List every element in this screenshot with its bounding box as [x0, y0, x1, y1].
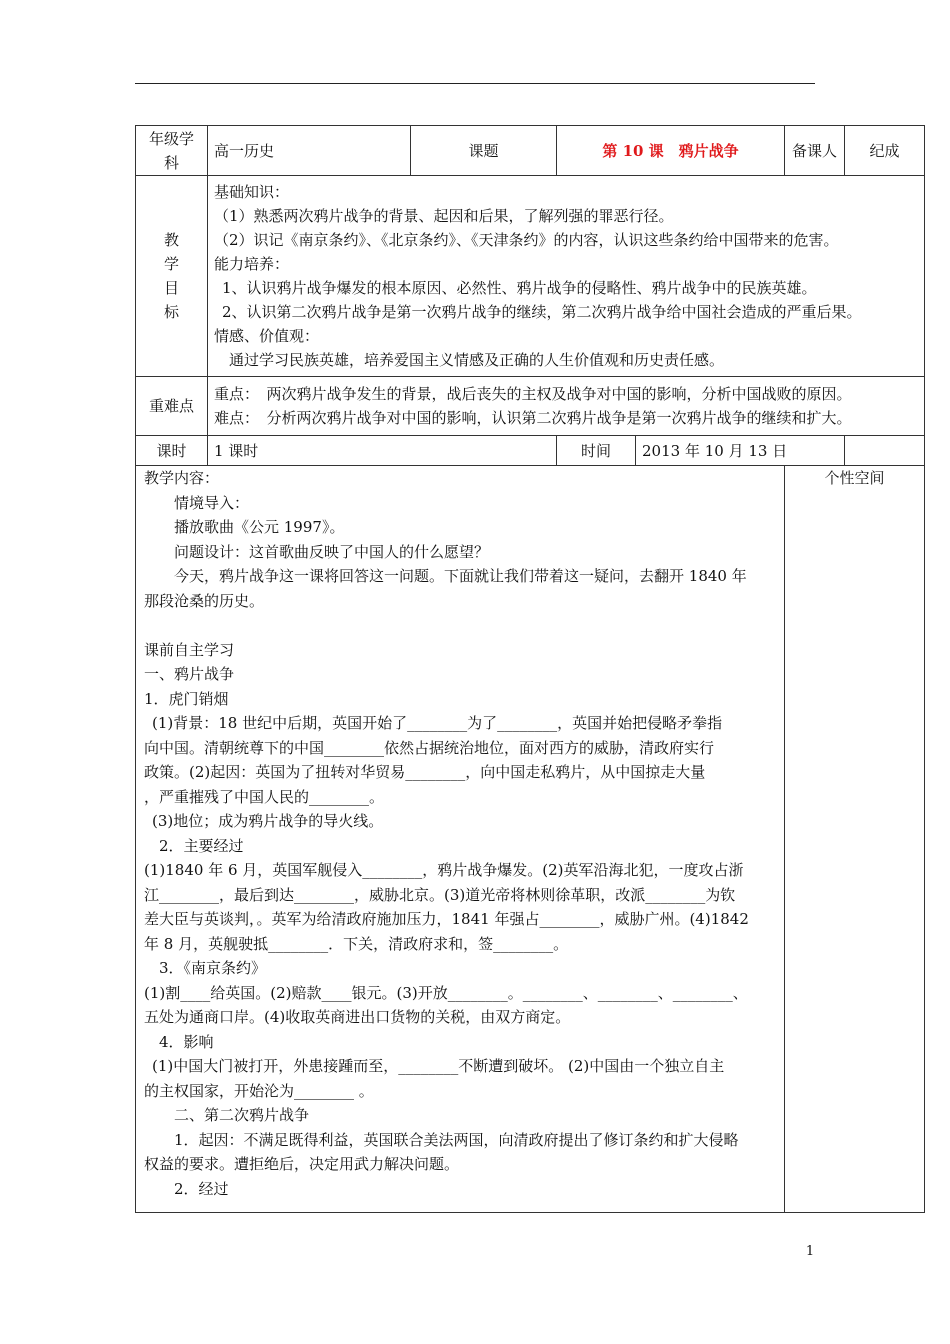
content-line: 的主权国家，开始沦为________ 。	[144, 1081, 374, 1100]
objective-line: 基础知识：	[214, 183, 290, 201]
content-line: 1．虎门销烟	[144, 689, 229, 708]
key-point-line: 重点： 两次鸦片战争发生的背景，战后丧失的主权及战争对中国的影响，分析中国战败的原因。	[214, 385, 852, 403]
content-line: 教学内容：	[144, 469, 220, 487]
content-line: 五处为通商口岸。(4)收取英商进出口货物的关税，由双方商定。	[144, 1008, 571, 1026]
difficulty-line: 难点： 分析两次鸦片战争对中国的影响，认识第二次鸦片战争是第一次鸦片战争的继续和扩大。	[214, 409, 852, 427]
content-line: 江________，最后到达________，威胁北京。(3)道光帝将林则徐革职，改派________为钦	[144, 885, 736, 904]
content-line: 播放歌曲《公元 1997》。	[174, 518, 345, 536]
content-line: 问题设计：这首歌曲反映了中国人的什么愿望？	[174, 542, 490, 561]
key-points-label: 重难点	[136, 377, 208, 436]
lesson-title: 第 10 课 鸦片战争	[557, 126, 785, 176]
content-line: 3．《南京条约》	[159, 959, 267, 977]
hours-value: 1 课时	[208, 436, 557, 466]
content-line: (1)1840 年 6 月，英国军舰侵入________，鸦片战争爆发。(2)英军沿海北犯，一度攻占浙	[144, 861, 744, 879]
time-label: 时间	[557, 436, 636, 466]
content-line: 课前自主学习	[144, 640, 235, 659]
objective-line: （2）识记《南京条约》、《北京条约》、《天津条约》的内容，认识这些条约给中国带来的危害。	[214, 231, 839, 249]
content-line	[144, 613, 776, 638]
schedule-empty-cell	[845, 436, 925, 466]
content-line: ，严重摧残了中国人民的________。	[144, 787, 385, 806]
teaching-content	[136, 466, 785, 1213]
content-line: (1)背景：18 世纪中后期，英国开始了________为了________，英国并始把侵略矛拳指	[152, 714, 723, 732]
time-value: 2013 年 10 月 13 日	[636, 436, 845, 466]
content-row	[136, 466, 925, 1213]
content-line: 那段沧桑的历史。	[144, 591, 265, 610]
objective-line: 能力培养：	[214, 255, 290, 273]
hours-label: 课时	[136, 436, 208, 466]
lesson-plan-table	[135, 125, 925, 1213]
grade-subject-value: 高一历史	[208, 126, 411, 176]
content-line: 2．经过	[174, 1179, 229, 1198]
content-line: (3)地位；成为鸦片战争的导火线。	[152, 812, 384, 830]
content-line: (1)中国大门被打开，外患接踵而至，________不断遭到破坏。 (2)中国由一个独立自主	[152, 1057, 725, 1075]
topic-label: 课题	[411, 126, 557, 176]
content-line: 4．影响	[159, 1032, 214, 1051]
personal-space	[785, 466, 925, 1213]
content-line: 情境导入：	[174, 493, 250, 512]
objective-line: 通过学习民族英雄，培养爱国主义情感及正确的人生价值观和历史责任感。	[229, 351, 725, 369]
header-rule	[135, 83, 815, 84]
content-line: 年 8 月，英舰驶抵________．下关，清政府求和，签________。	[144, 934, 569, 953]
objectives-label	[136, 176, 208, 377]
objective-line: （1）熟悉两次鸦片战争的背景、起因和后果，了解列强的罪恶行径。	[214, 207, 674, 225]
content-line: 向中国。清朝统尊下的中国________依然占据统治地位，面对西方的威胁，清政府实行	[144, 738, 715, 757]
objectives-label-text: 教学目标	[163, 231, 179, 321]
schedule-row	[136, 436, 925, 466]
objective-line: 1、认识鸦片战争爆发的根本原因、必然性、鸦片战争的侵略性、鸦片战争中的民族英雄。	[222, 279, 817, 297]
objectives-row	[136, 176, 925, 377]
key-points-content	[208, 377, 925, 436]
content-line: 2．主要经过	[159, 836, 244, 855]
content-line: 差大臣与英谈判，。英军为给清政府施加压力，1841 年强占________，威胁广州。(4)1842	[144, 910, 749, 928]
preparer-label: 备课人	[785, 126, 845, 176]
content-line: 二、第二次鸦片战争	[174, 1106, 310, 1124]
content-line: 一、鸦片战争	[144, 665, 235, 683]
objective-line: 2、认识第二次鸦片战争是第一次鸦片战争的继续，第二次鸦片战争给中国社会造成的严重后果。	[222, 303, 862, 321]
key-points-row	[136, 377, 925, 436]
personal-space-label: 个性空间	[824, 469, 885, 487]
content-line: 今天，鸦片战争这一课将回答这一问题。下面就让我们带着这一疑问，去翻开 1840 年	[174, 567, 747, 585]
content-line: 权益的要求。遭拒绝后，决定用武力解决问题。	[144, 1155, 460, 1173]
content-line: (1)割____给英国。(2)赔款____银元。(3)开放________。________、________、________、	[144, 983, 748, 1002]
grade-subject-label: 年级学科	[136, 126, 208, 176]
objectives-content	[208, 176, 925, 377]
preparer-name: 纪成	[845, 126, 925, 176]
content-line: 政策。(2)起因：英国为了扭转对华贸易________，向中国走私鸦片，从中国掠走大量	[144, 763, 706, 781]
content-line: 1．起因：不满足既得利益，英国联合美法两国，向清政府提出了修订条约和扩大侵略	[174, 1130, 739, 1149]
page-number: 1	[805, 1244, 815, 1259]
header-row	[136, 126, 925, 176]
objective-line: 情感、价值观：	[214, 327, 320, 345]
